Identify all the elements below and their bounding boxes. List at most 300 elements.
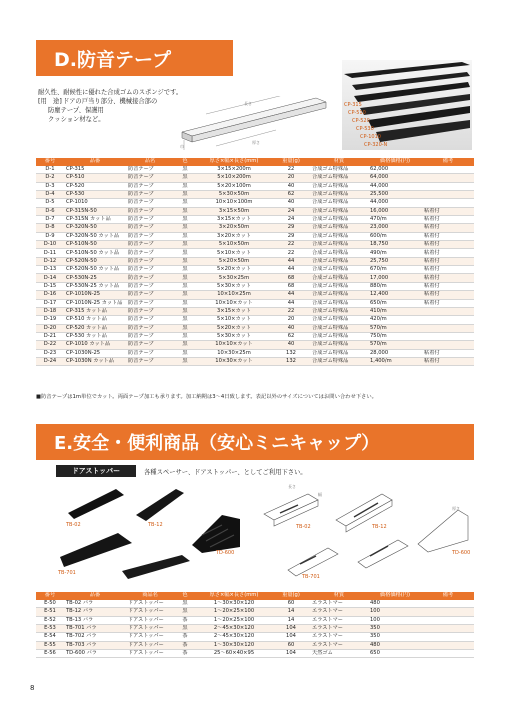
table-cell: 合成ゴム特殊品 xyxy=(310,357,368,365)
table-row xyxy=(36,600,474,608)
table-cell: 防音テープ xyxy=(126,316,174,324)
column-header: 材質 xyxy=(310,592,368,600)
table-cell: エラストマー xyxy=(310,641,368,649)
table-row xyxy=(36,224,474,232)
table-cell: 1～20×25×100 xyxy=(196,608,272,616)
table-cell: TB-13 バラ xyxy=(64,616,126,624)
table-row xyxy=(36,199,474,207)
table-cell: 防音テープ xyxy=(126,216,174,224)
table-cell: 10×30×25m xyxy=(196,349,272,357)
table-cell: 14 xyxy=(272,608,310,616)
product-label: CP-530 xyxy=(356,126,374,132)
table-cell: 防音テープ xyxy=(126,249,174,257)
table-cell: 40 xyxy=(272,341,310,349)
table-cell: 132 xyxy=(272,349,310,357)
table-cell: 104 xyxy=(272,633,310,641)
table-cell: 10×30×カット xyxy=(196,357,272,365)
table-cell: 防音テープ xyxy=(126,349,174,357)
table-cell: 合成ゴム特殊品 xyxy=(310,216,368,224)
column-header: 品番 xyxy=(64,158,126,166)
table-cell: D-17 xyxy=(36,299,64,307)
table-cell: 10×10×100m xyxy=(196,199,272,207)
table-cell: 粘着付 xyxy=(422,349,474,357)
table-row xyxy=(36,266,474,274)
table-cell: 1～30×30×120 xyxy=(196,641,272,649)
table-cell: E-56 xyxy=(36,650,64,658)
table-cell: CP-510 カット品 xyxy=(64,316,126,324)
table-cell: 黒 xyxy=(174,241,196,249)
table-cell: 粘着付 xyxy=(422,274,474,282)
diagram-thickness-label: 厚さ xyxy=(252,140,260,145)
table-cell: E-50 xyxy=(36,600,64,608)
table-cell: 25,500 xyxy=(368,191,422,199)
table-cell: D-22 xyxy=(36,341,64,349)
table-cell: CP-1010 カット品 xyxy=(64,341,126,349)
table-cell: CP-510N-50 カット品 xyxy=(64,249,126,257)
table-cell: 40 xyxy=(272,199,310,207)
table-cell: 100 xyxy=(368,608,422,616)
table-cell: D-24 xyxy=(36,357,64,365)
table-cell: 650 xyxy=(368,650,422,658)
table-cell: ドアストッパー xyxy=(126,608,174,616)
column-header: 重量(g) xyxy=(272,592,310,600)
table-cell: 合成ゴム特殊品 xyxy=(310,199,368,207)
table-cell: D-18 xyxy=(36,307,64,315)
section-e-title: E.安全・便利商品（安心ミニキャップ） xyxy=(54,433,380,454)
table-cell: 3×15×カット xyxy=(196,216,272,224)
column-header: 色 xyxy=(174,158,196,166)
table-cell: 防音テープ xyxy=(126,274,174,282)
table-cell: E-52 xyxy=(36,616,64,624)
table-cell: 5×10×50m xyxy=(196,241,272,249)
table-cell: CP-1010N-25 xyxy=(64,291,126,299)
table-cell: 合成ゴム特殊品 xyxy=(310,166,368,174)
tape-spec-table xyxy=(36,158,474,366)
section-d-note: ■防音テープは1m単位でカット。両面テープ加工も承ります。加工納期は3～4日致します。表記以外のサイズについてはお問い合わせ下さい。 xyxy=(36,394,377,400)
table-cell: D-12 xyxy=(36,257,64,265)
table-cell: 62,000 xyxy=(368,166,422,174)
table-cell: CP-315N-50 xyxy=(64,207,126,215)
table-row xyxy=(36,616,474,624)
table-cell xyxy=(422,191,474,199)
table-cell: 防音テープ xyxy=(126,199,174,207)
table-cell: 5×30×50m xyxy=(196,191,272,199)
table-cell: 防音テープ xyxy=(126,182,174,190)
table-cell: 5×10×カット xyxy=(196,249,272,257)
table-cell: 防音テープ xyxy=(126,282,174,290)
table-cell: ドアストッパー xyxy=(126,641,174,649)
door-stopper-drawings xyxy=(258,480,472,584)
table-cell: 1～30×30×120 xyxy=(196,600,272,608)
table-cell: 3×15×カット xyxy=(196,307,272,315)
table-cell: 防音テープ xyxy=(126,257,174,265)
table-cell: 黒 xyxy=(174,199,196,207)
table-cell: 420/m xyxy=(368,316,422,324)
table-cell: 黒 xyxy=(174,324,196,332)
table-cell: TB-12 バラ xyxy=(64,608,126,616)
table-cell: 合成ゴム特殊品 xyxy=(310,274,368,282)
door-stopper-photos xyxy=(52,485,242,585)
table-cell: 350 xyxy=(368,633,422,641)
table-cell: 10×10×25m xyxy=(196,291,272,299)
table-cell: 29 xyxy=(272,232,310,240)
column-header: 番号 xyxy=(36,592,64,600)
table-cell: CP-530N-25 カット品 xyxy=(64,282,126,290)
table-cell: 黒 xyxy=(174,232,196,240)
table-row xyxy=(36,274,474,282)
page-number: 8 xyxy=(30,684,35,692)
door-stopper-tag xyxy=(56,465,136,477)
table-cell: 29 xyxy=(272,224,310,232)
table-cell: 24 xyxy=(272,216,310,224)
table-row xyxy=(36,291,474,299)
table-cell: 防音テープ xyxy=(126,174,174,182)
table-cell: 28,000 xyxy=(368,349,422,357)
table-cell: 104 xyxy=(272,650,310,658)
table-cell: 粘着付 xyxy=(422,232,474,240)
table-cell: 防音テープ xyxy=(126,341,174,349)
table-cell: 22 xyxy=(272,307,310,315)
table-cell: 黒 xyxy=(174,166,196,174)
table-cell: D-2 xyxy=(36,174,64,182)
column-header: 品名 xyxy=(126,158,174,166)
table-cell: CP-520N-50 xyxy=(64,257,126,265)
table-cell: 粘着付 xyxy=(422,282,474,290)
table-cell: D-19 xyxy=(36,316,64,324)
table-cell: 合成ゴム特殊品 xyxy=(310,332,368,340)
table-cell: D-3 xyxy=(36,182,64,190)
table-cell: 23,000 xyxy=(368,224,422,232)
column-header: 厚さ×幅×長さ(mm) xyxy=(196,158,272,166)
table-cell: 570/m xyxy=(368,341,422,349)
description-line: 耐久性、耐候性に優れた合成ゴムのスポンジです。 xyxy=(38,89,183,96)
table-row xyxy=(36,282,474,290)
table-cell: 44,000 xyxy=(368,182,422,190)
table-cell: 合成ゴム特殊品 xyxy=(310,291,368,299)
table-cell: TB-703 バラ xyxy=(64,641,126,649)
table-cell: 粘着付 xyxy=(422,357,474,365)
table-cell: 480 xyxy=(368,600,422,608)
table-cell: 5×10×カット xyxy=(196,316,272,324)
table-cell: 茶 xyxy=(174,633,196,641)
table-cell: 茶 xyxy=(174,641,196,649)
table-cell: D-21 xyxy=(36,332,64,340)
photo-label-tb-12: TB-12 xyxy=(148,522,163,528)
table-cell: 44 xyxy=(272,266,310,274)
table-cell xyxy=(422,650,474,658)
drawing-label-tb-02: TB-02 xyxy=(296,524,311,530)
table-cell: 16,000 xyxy=(368,207,422,215)
table-cell: CP-315 xyxy=(64,166,126,174)
table-cell: 防音テープ xyxy=(126,232,174,240)
table-cell: E-55 xyxy=(36,641,64,649)
table-cell xyxy=(422,633,474,641)
table-cell: エラストマー xyxy=(310,625,368,633)
section-e-description: 各種スペーサー、ドアストッパー、としてご利用下さい。 xyxy=(144,469,307,476)
table-cell xyxy=(422,332,474,340)
table-cell: 60 xyxy=(272,641,310,649)
column-header: 番号 xyxy=(36,158,64,166)
table-cell: CP-520 カット品 xyxy=(64,324,126,332)
table-row xyxy=(36,307,474,315)
table-cell: TD-600 バラ xyxy=(64,650,126,658)
table-cell: 3×20×カット xyxy=(196,232,272,240)
diagram-length-label: 長さ xyxy=(244,101,252,106)
diagram-width-label: 巾 xyxy=(180,144,184,149)
table-cell: 40 xyxy=(272,324,310,332)
table-cell: 410/m xyxy=(368,307,422,315)
table-cell: 茶 xyxy=(174,616,196,624)
table-cell xyxy=(422,600,474,608)
table-cell: 3×15×50m xyxy=(196,207,272,215)
use-line: ドアの戸当り部分、機械接合部の xyxy=(63,98,158,105)
table-cell: D-9 xyxy=(36,232,64,240)
table-cell: 62 xyxy=(272,332,310,340)
table-cell: 合成ゴム特殊品 xyxy=(310,232,368,240)
table-cell: 合成ゴム特殊品 xyxy=(310,174,368,182)
table-cell: 黒 xyxy=(174,299,196,307)
drawing-dim-width: 幅 xyxy=(318,492,322,497)
table-cell: 570/m xyxy=(368,324,422,332)
table-cell: TB-701 バラ xyxy=(64,625,126,633)
table-cell: 24 xyxy=(272,207,310,215)
table-row xyxy=(36,332,474,340)
table-cell xyxy=(422,307,474,315)
table-cell: 合成ゴム特殊品 xyxy=(310,349,368,357)
table-cell: 1～20×25×100 xyxy=(196,616,272,624)
product-label: CP-1010 xyxy=(360,134,381,140)
table-row xyxy=(36,191,474,199)
table-cell: 5×20×カット xyxy=(196,266,272,274)
table-cell: 合成ゴム特殊品 xyxy=(310,224,368,232)
table-cell: 合成ゴム特殊品 xyxy=(310,191,368,199)
column-header: 価格価格(円) xyxy=(368,592,422,600)
table-row xyxy=(36,349,474,357)
table-cell: 合成ゴム特殊品 xyxy=(310,282,368,290)
table-cell: 合成ゴム特殊品 xyxy=(310,307,368,315)
table-row xyxy=(36,182,474,190)
table-cell: 黒 xyxy=(174,332,196,340)
table-cell: ドアストッパー xyxy=(126,616,174,624)
table-cell: 黒 xyxy=(174,625,196,633)
column-header: 備考 xyxy=(422,158,474,166)
table-cell: 黒 xyxy=(174,282,196,290)
column-header: 備考 xyxy=(422,592,474,600)
table-cell xyxy=(422,616,474,624)
table-cell: 40 xyxy=(272,182,310,190)
table-cell: 防音テープ xyxy=(126,324,174,332)
table-cell: D-4 xyxy=(36,191,64,199)
door-stopper-spec-table xyxy=(36,592,474,658)
table-cell: 14 xyxy=(272,616,310,624)
table-cell: D-20 xyxy=(36,324,64,332)
table-cell: 132 xyxy=(272,357,310,365)
table-cell: 粘着付 xyxy=(422,257,474,265)
table-cell: 合成ゴム特殊品 xyxy=(310,266,368,274)
table-cell: ドアストッパー xyxy=(126,650,174,658)
table-row xyxy=(36,324,474,332)
use-label: [用 途] xyxy=(38,98,62,105)
table-row xyxy=(36,650,474,658)
table-row xyxy=(36,633,474,641)
table-cell: 5×10×200m xyxy=(196,174,272,182)
table-cell: 天然ゴム xyxy=(310,650,368,658)
table-cell: D-13 xyxy=(36,266,64,274)
table-cell: 17,000 xyxy=(368,274,422,282)
table-cell: 黒 xyxy=(174,274,196,282)
section-d-banner xyxy=(36,40,233,76)
table-cell: D-10 xyxy=(36,241,64,249)
table-cell: 3×20×50m xyxy=(196,224,272,232)
table-cell: 10×10×カット xyxy=(196,341,272,349)
table-cell: 粘着付 xyxy=(422,224,474,232)
table-row xyxy=(36,207,474,215)
table-cell: 防音テープ xyxy=(126,266,174,274)
section-e-banner xyxy=(36,424,474,460)
table-cell: 黒 xyxy=(174,307,196,315)
table-cell: 合成ゴム特殊品 xyxy=(310,316,368,324)
table-cell: D-8 xyxy=(36,224,64,232)
table-cell: 黒 xyxy=(174,191,196,199)
table-cell: エラストマー xyxy=(310,600,368,608)
table-row xyxy=(36,174,474,182)
column-header: 厚さ×幅×長さ(mm) xyxy=(196,592,272,600)
table-cell: D-14 xyxy=(36,274,64,282)
table-cell xyxy=(422,166,474,174)
table-row xyxy=(36,625,474,633)
column-header: 品番 xyxy=(64,592,126,600)
table-row xyxy=(36,249,474,257)
table-cell: 粘着付 xyxy=(422,266,474,274)
product-label: CP-320-N xyxy=(364,142,388,148)
table-cell: 防音テープ xyxy=(126,207,174,215)
table-cell: CP-320N-50 カット品 xyxy=(64,232,126,240)
table-cell: 合成ゴム特殊品 xyxy=(310,249,368,257)
table-cell xyxy=(422,324,474,332)
column-header: 材質 xyxy=(310,158,368,166)
table-cell: 黒 xyxy=(174,182,196,190)
table-cell xyxy=(422,625,474,633)
section-d-title: D.防音テープ xyxy=(54,48,172,71)
photo-label-tb-02: TB-02 xyxy=(66,522,81,528)
table-row xyxy=(36,641,474,649)
table-cell: 490/m xyxy=(368,249,422,257)
use-row xyxy=(38,97,182,106)
table-cell: 黒 xyxy=(174,608,196,616)
table-cell: 10×10×カット xyxy=(196,299,272,307)
table-cell: 黒 xyxy=(174,224,196,232)
table-cell: 防音テープ xyxy=(126,357,174,365)
table-cell: 粘着付 xyxy=(422,249,474,257)
table-cell xyxy=(422,174,474,182)
table-cell: 防音テープ xyxy=(126,166,174,174)
drawing-label-td-600: TD-600 xyxy=(452,550,471,556)
table-cell xyxy=(422,341,474,349)
table-cell: 合成ゴム特殊品 xyxy=(310,324,368,332)
table-row xyxy=(36,299,474,307)
table-cell: 黒 xyxy=(174,266,196,274)
table-cell: D-23 xyxy=(36,349,64,357)
table-cell: エラストマー xyxy=(310,616,368,624)
drawing-label-tb-701: TB-701 xyxy=(302,574,320,580)
table-cell xyxy=(422,608,474,616)
table-header-row xyxy=(36,592,474,600)
table-cell: E-54 xyxy=(36,633,64,641)
table-cell: CP-510 xyxy=(64,174,126,182)
product-label: CP-315 xyxy=(344,102,362,108)
table-cell: 黒 xyxy=(174,291,196,299)
table-cell: 3×15×200m xyxy=(196,166,272,174)
table-cell: 粘着付 xyxy=(422,291,474,299)
table-cell: 44 xyxy=(272,299,310,307)
drawing-dim-length: 長さ xyxy=(288,484,296,489)
table-cell: 1,400/m xyxy=(368,357,422,365)
table-cell: 合成ゴム特殊品 xyxy=(310,299,368,307)
column-header: 価格価格(円) xyxy=(368,158,422,166)
table-cell: 68 xyxy=(272,274,310,282)
table-cell: 670/m xyxy=(368,266,422,274)
table-cell: 18,750 xyxy=(368,241,422,249)
table-row xyxy=(36,341,474,349)
table-cell xyxy=(422,316,474,324)
table-cell xyxy=(422,199,474,207)
table-cell: ドアストッパー xyxy=(126,625,174,633)
table-cell: 粘着付 xyxy=(422,216,474,224)
table-cell: 470/m xyxy=(368,216,422,224)
table-cell: 20 xyxy=(272,174,310,182)
table-cell: CP-520N-50 カット品 xyxy=(64,266,126,274)
table-cell: 650/m xyxy=(368,299,422,307)
table-cell: 粘着付 xyxy=(422,299,474,307)
column-header: 色 xyxy=(174,592,196,600)
door-stopper-tag-label: ドアストッパー xyxy=(71,467,121,475)
table-cell: 25,750 xyxy=(368,257,422,265)
table-header-row xyxy=(36,158,474,166)
product-label: CP-520 xyxy=(352,118,370,124)
table-cell: 粘着付 xyxy=(422,207,474,215)
table-cell: 22 xyxy=(272,241,310,249)
table-cell: 480 xyxy=(368,641,422,649)
table-cell: 350 xyxy=(368,625,422,633)
table-cell: 黒 xyxy=(174,316,196,324)
table-cell: 合成ゴム特殊品 xyxy=(310,207,368,215)
use-line: 防塵テープ、保護用 xyxy=(48,107,104,114)
table-cell: 合成ゴム特殊品 xyxy=(310,241,368,249)
table-row xyxy=(36,232,474,240)
product-label: CP-510 xyxy=(348,110,366,116)
table-cell: 合成ゴム特殊品 xyxy=(310,257,368,265)
table-cell: 5×30×25m xyxy=(196,274,272,282)
table-cell: 5×20×50m xyxy=(196,257,272,265)
table-cell: 100 xyxy=(368,616,422,624)
table-cell: D-6 xyxy=(36,207,64,215)
table-cell: 防音テープ xyxy=(126,291,174,299)
table-cell: D-1 xyxy=(36,166,64,174)
table-row xyxy=(36,316,474,324)
table-cell: CP-510N-50 xyxy=(64,241,126,249)
table-cell: 12,400 xyxy=(368,291,422,299)
table-cell: 22 xyxy=(272,166,310,174)
table-row xyxy=(36,241,474,249)
table-cell: 62 xyxy=(272,191,310,199)
table-cell: 44 xyxy=(272,291,310,299)
table-cell: CP-315N カット品 xyxy=(64,216,126,224)
table-cell: 44 xyxy=(272,257,310,265)
table-cell: 20 xyxy=(272,316,310,324)
table-cell: D-16 xyxy=(36,291,64,299)
table-cell: CP-530 カット品 xyxy=(64,332,126,340)
table-cell: 黒 xyxy=(174,207,196,215)
